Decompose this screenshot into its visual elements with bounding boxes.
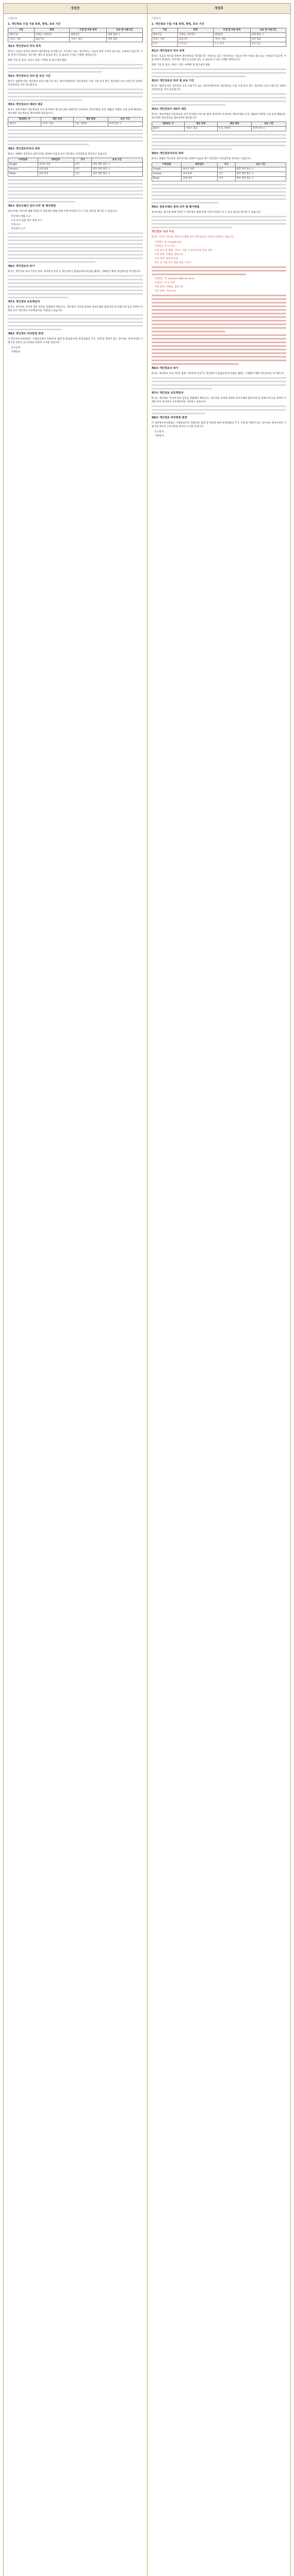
td: Amazon (8, 167, 38, 172)
td: 회원관리 (70, 33, 107, 38)
td: 결제정보 (178, 42, 214, 47)
third-party-table (8, 117, 143, 127)
td: Amazon (152, 172, 182, 177)
th: 위탁업무 (38, 158, 74, 163)
th: 수탁업체 (152, 163, 182, 167)
table-row (152, 172, 286, 177)
effective-date-label: 시행일자: (8, 18, 18, 20)
effective-date-label: 시행일자: (151, 18, 161, 20)
paragraph: 정보주체는 회사에 대해 언제든지 개인정보 열람·정정·삭제·처리정지 요구 등의 권리를 행사할 수 있습니다. (151, 211, 262, 214)
table-row (8, 33, 143, 38)
paragraph: 회사는 정보주체의 개인정보를 처리 목적에서 명시한 범위 내에서만 처리하며, 정보주체의 동의, 법률의 특별한 규정 등에 해당하는 경우에만 개인정보를 제3자에게 제공합니다. (151, 113, 286, 120)
th: 제공 목적 (185, 122, 217, 127)
text-block (152, 134, 287, 150)
list-item-added: 이전되는 국가: 미국 (154, 245, 175, 248)
th: 제공받는 자 (152, 122, 185, 127)
th: 제공 항목 (74, 117, 108, 122)
td: 서비스 제공 (185, 127, 217, 131)
td: 관련 법령 (250, 38, 286, 42)
list-item: 처리정지 요구 (11, 228, 26, 230)
td: 관련 법령 (250, 42, 286, 47)
text-block (152, 334, 287, 365)
list-item-added: 이전되는 국가: 미국 (154, 282, 175, 284)
section-title: 제8조 개인정보 처리방침 변경 (8, 332, 44, 335)
td: Google (152, 167, 182, 172)
list-item-added: 이전 목적: 서버 운영 (154, 290, 176, 293)
text-block (152, 184, 287, 204)
table-row (152, 177, 286, 181)
th: 보유 기간 (252, 122, 286, 127)
td: 회원관리 (213, 33, 250, 38)
table-row (152, 38, 286, 42)
section-title: 제5조 정보주체의 권리·의무 및 행사방법 (8, 205, 56, 208)
td: 목적 달성 시 (252, 127, 286, 131)
collection-table (152, 28, 287, 47)
section-title: 1. 개인정보 수집 이용 목적, 항목, 보유 기간 (151, 23, 204, 26)
list-item-added: 이전 항목: 이메일, 접속기록 (154, 253, 184, 256)
th: 구분 (8, 28, 35, 33)
list-item-added: 보유 및 이용기간: 회원 탈퇴 시까지 (154, 262, 191, 264)
table-row (152, 167, 286, 172)
td: 미국 (74, 172, 91, 177)
table-row (8, 172, 143, 177)
th: 수집 및 이용 목적 (70, 28, 107, 33)
section-title-added: 개인정보 국외 이전 (151, 230, 174, 233)
td: 접속기록 (178, 38, 214, 42)
comparison-header (4, 4, 290, 14)
table-row (8, 163, 143, 167)
th: 제공 항목 (217, 122, 252, 127)
text-block (152, 216, 287, 228)
collection-table (8, 28, 143, 42)
section-title: 1. 개인정보 수집 이용 목적, 항목, 보유 기간 (8, 23, 61, 26)
td: 이름, 연락처 (74, 122, 108, 127)
paragraph: 회사는 법령에 따른 개인정보 보유·이용기간 또는 정보주체로부터 개인정보를 수집 시에 동의 받은 개인정보 보유·이용기간 내에서 개인정보를 처리·보유합니다. (151, 85, 286, 91)
comparison-body (4, 14, 290, 2576)
td: 결제 처리 (38, 172, 74, 177)
td: 이메일, 비밀번호 (178, 33, 214, 38)
paragraph: 회사는 개인정보 처리에 관한 업무를 총괄해서 책임지고, 개인정보 처리와 관련한 정보주체의 불만처리 및 피해구제 등을 위하여 아래와 같이 개인정보 보호책임자를 지정하고 있습니다. (151, 397, 286, 403)
paragraph: 회사는 원활한 개인정보 업무처리를 위하여 다음과 같이 개인정보 처리업무를 위탁하고 있습니다. (151, 158, 252, 160)
th: 위탁업무 (182, 163, 218, 167)
section-title: 제4조 개인정보처리의 위탁 (8, 147, 40, 150)
paragraph: 회사는 법령에 따른 개인정보 보유·이용기간 또는 정보주체로부터 개인정보를 수집 시에 동의 받은 개인정보 보유·이용기간 내에서 개인정보를 처리·보유합니다. (8, 80, 143, 87)
text-block (152, 93, 287, 106)
list-item: 삭제 요구 (11, 224, 21, 226)
table-row (8, 167, 143, 172)
list-item-added: 이전 목적: 데이터 보관 (154, 258, 178, 260)
td: 회원 탈퇴 시 (107, 33, 142, 38)
text-block (152, 295, 287, 332)
list-item: 개인정보 열람 요구 (11, 215, 31, 218)
td: 목적 달성 시 (108, 122, 142, 127)
th: 구분 (152, 28, 178, 33)
header-before: 개정전 (71, 7, 80, 10)
table-row (152, 127, 286, 131)
td: Stripe (8, 172, 38, 177)
paragraph: 이 개인정보처리방침은 시행일로부터 적용되며, 법령 및 방침에 따른 변경내용의 추가, 삭제 및 정정이 있는 경우에는 변경사항의 시행 7일 전부터 공지사항을 통하여 고지할 것입니다. (8, 338, 143, 344)
paragraph: 회사는 개인정보 보유기간의 경과, 처리목적 달성 등 개인정보가 불필요하게 되었을 때에는 지체없이 해당 개인정보를 파기합니다. (8, 270, 141, 273)
td: 서비스 제공 (41, 122, 73, 127)
section-title: 제6조 개인정보의 파기 (151, 367, 178, 370)
th: 국가 (218, 163, 235, 167)
th: 항목 (34, 28, 70, 33)
td: 결제 (152, 42, 178, 47)
paragraph: 회사는 정보주체의 개인정보를 처리 목적에서 명시한 범위 내에서만 처리하며, 정보주체의 동의, 법률의 특별한 규정 등에 해당하는 경우에만 개인정보를 제3자에게 제공합니다. (8, 109, 143, 115)
list-item-added: 이전 항목: 이메일, 접속기록 (154, 286, 184, 289)
outsourcing-table (152, 162, 287, 181)
section-title: 제6조 개인정보의 파기 (8, 265, 35, 268)
td: 서버 운영 (38, 167, 74, 172)
header-after: 개정후 (147, 4, 291, 13)
th: 수집 및 이용 목적 (213, 28, 250, 33)
td: 협력사 (152, 127, 185, 131)
th: 보유 기간 (92, 158, 142, 163)
text-block (152, 266, 287, 275)
th: 제공 목적 (41, 117, 73, 122)
td: 미국 (74, 163, 91, 167)
after-column (147, 14, 291, 2576)
paragraph: 회사는 다음의 목적을 위하여 개인정보를 처리합니다. 처리하고 있는 개인정보는 다음의 목적 이외의 용도로는 이용되지 않으며, 이용 목적이 변경되는 경우에는 별도의 동의를 받는 등 필요한 조치를 이행할 예정입니다. (151, 55, 286, 61)
list-item: 시행일자: (154, 435, 165, 437)
td: 회원 탈퇴 시 (250, 33, 286, 38)
comparison-table (3, 3, 291, 2576)
section-title: 제1조 개인정보의 처리 목적 (151, 49, 185, 53)
section-title: 제8조 개인정보 처리방침 변경 (151, 416, 187, 419)
td: 이름, 연락처 (217, 127, 252, 131)
td: Stripe (152, 177, 182, 181)
td: 회원가입 (8, 33, 35, 38)
td: 서비스 제공 (70, 38, 107, 42)
td: 위탁 계약 종료 시 (235, 172, 286, 177)
text-block (8, 232, 143, 263)
td: 회원가입 (152, 33, 178, 38)
third-party-table (152, 122, 287, 131)
text-block (152, 377, 287, 389)
list-item-added: 이전받는 자: Amazon Web Services (154, 278, 195, 280)
paragraph: 회사는 개인정보 보유기간의 경과, 처리목적 달성 등 개인정보가 불필요하게 되었을 때에는 지체없이 해당 개인정보를 파기합니다. (151, 372, 285, 375)
th: 보유 기간 (235, 163, 286, 167)
th: 항목 (178, 28, 214, 33)
list-item-added: 이전받는 자: Google LLC (154, 241, 182, 244)
paragraph-added: 회사는 서비스 제공을 위하여 아래와 같이 개인정보를 국외로 이전하고 있습니다. (151, 236, 235, 239)
paragraph: 회원 가입 및 관리, 서비스 제공, 마케팅 및 광고에의 활용 (151, 64, 210, 66)
th: 보유 및 이용기간 (250, 28, 286, 33)
section-title: 제3조 개인정보의 제3자 제공 (8, 103, 43, 106)
td: 미국 (218, 172, 235, 177)
td: 미국 (218, 167, 235, 172)
paragraph: 회원 가입 및 관리, 서비스 제공, 마케팅 및 광고에의 활용 (8, 59, 67, 62)
paragraph: 회사는 원활한 개인정보 업무처리를 위하여 다음과 같이 개인정보 처리업무를 위탁하고 있습니다. (8, 153, 108, 156)
td: 결제 처리 (182, 177, 218, 181)
text-block (8, 129, 143, 145)
td: 위탁 계약 종료 시 (92, 167, 142, 172)
th: 보유 기간 (108, 117, 142, 122)
section-title: 제7조 개인정보 보호책임자 (151, 392, 184, 395)
text-block (152, 69, 287, 77)
paragraph: 회사는 다음의 목적을 위하여 개인정보를 처리합니다. 처리하고 있는 개인정보는 다음의 목적 이외의 용도로는 이용되지 않으며, 이용 목적이 변경되는 경우에는 별도의 동의를 받는 등 필요한 조치를 이행할 예정입니다. (8, 50, 143, 57)
text-block (8, 275, 143, 298)
td: 미국 (218, 177, 235, 181)
td: 데이터 보관 (182, 167, 218, 172)
th: 제공받는 자 (8, 117, 41, 122)
section-title: 제4조 개인정보처리의 위탁 (151, 152, 184, 155)
section-title: 제7조 개인정보 보호책임자 (8, 300, 40, 303)
table-row (8, 122, 143, 127)
paragraph: 회사는 개인정보 처리에 관한 업무를 총괄해서 책임지고, 개인정보 처리와 관련한 정보주체의 불만처리 및 피해구제 등을 위하여 아래와 같이 개인정보 보호책임자를 지정하고 있습니다. (8, 306, 143, 312)
td: 위탁 계약 종료 시 (92, 172, 142, 177)
section-title: 제5조 정보주체의 권리·의무 및 행사방법 (151, 206, 200, 209)
table-row (152, 33, 286, 38)
td: 미국 (74, 167, 91, 172)
list-item-added: 이전 일시 및 방법: 서비스 이용 시 네트워크를 통한 전송 (154, 249, 213, 252)
text-block (8, 179, 143, 202)
section-title: 제2조 개인정보의 처리 및 보유 기간 (8, 75, 51, 78)
td: 위탁 계약 종료 시 (235, 177, 286, 181)
paragraph: 이 개인정보처리방침은 시행일로부터 적용되며, 법령 및 방침에 따른 변경내용의 추가, 삭제 및 정정이 있는 경우에는 변경사항의 시행 7일 전부터 공지사항을 통하여 고지할 것입니다. (151, 422, 286, 428)
text-block (8, 64, 143, 73)
text-block (8, 89, 143, 101)
before-column (4, 14, 147, 2576)
td: Google (8, 163, 38, 167)
section-title: 제1조 개인정보의 처리 목적 (8, 45, 41, 48)
list-item: 공고일자: (154, 431, 165, 433)
td: 서비스 이용 (152, 38, 178, 42)
text-block (8, 314, 143, 330)
td: 접속기록 (34, 38, 70, 42)
paragraph: 정보주체는 회사에 대해 언제든지 개인정보 열람·정정·삭제·처리정지 요구 등의 권리를 행사할 수 있습니다. (8, 210, 118, 213)
td: 관련 법령 (107, 38, 142, 42)
outsourcing-table (8, 158, 143, 177)
list-item: 오류 등이 있을 경우 정정 요구 (11, 219, 42, 222)
td: 요금 결제 (213, 42, 250, 47)
td: 서버 운영 (182, 172, 218, 177)
td: 서비스 이용 (8, 38, 35, 42)
td: 이메일, 비밀번호 (34, 33, 70, 38)
td: 위탁 계약 종료 시 (92, 163, 142, 167)
td: 데이터 보관 (38, 163, 74, 167)
td: 서비스 제공 (213, 38, 250, 42)
text-block (152, 405, 287, 414)
section-title: 제3조 개인정보의 제3자 제공 (151, 108, 187, 111)
td: 협력사 (8, 122, 41, 127)
th: 수탁업체 (8, 158, 38, 163)
td: 위탁 계약 종료 시 (235, 167, 286, 172)
th: 국가 (74, 158, 91, 163)
list-item: 시행일자: (11, 351, 21, 353)
th: 보유 및 이용기간 (107, 28, 142, 33)
table-row (152, 42, 286, 47)
table-row (8, 38, 143, 42)
section-title: 제2조 개인정보의 처리 및 보유 기간 (151, 79, 194, 82)
list-item: 공고일자: (11, 347, 21, 349)
